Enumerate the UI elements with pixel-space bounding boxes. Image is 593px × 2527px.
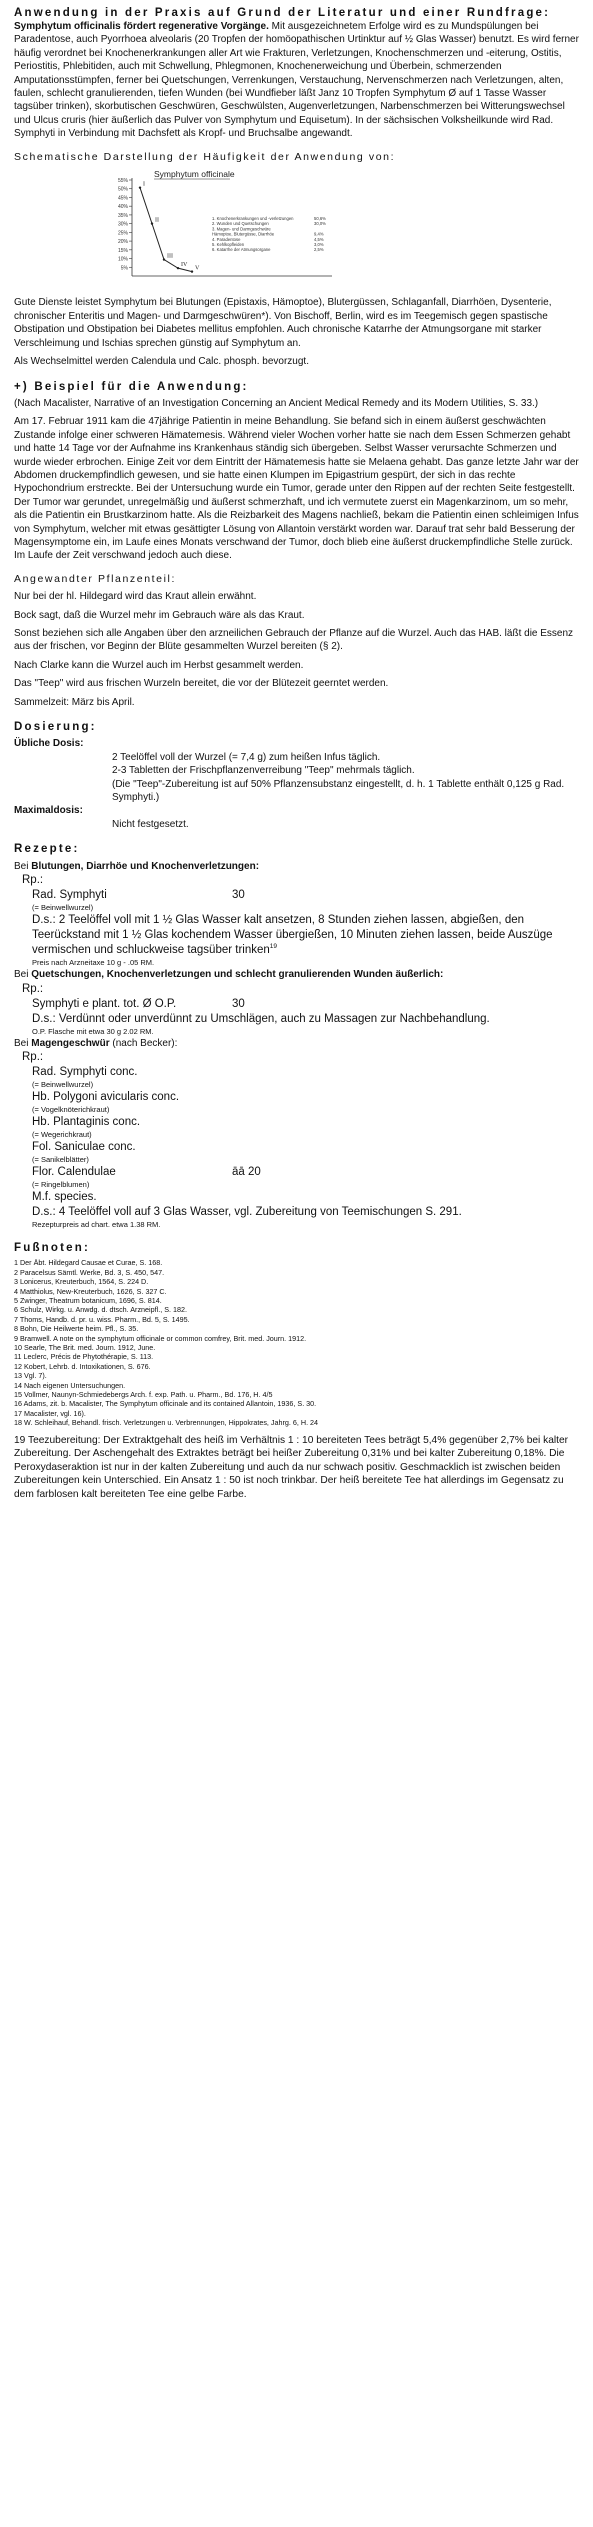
legend-item: 4. Paradentose: [212, 236, 241, 242]
pflanzenteil-line-4: Nach Clarke kann die Wurzel auch im Herbst gesammelt werden.: [14, 659, 304, 671]
legend-value: 30,0%: [314, 221, 326, 227]
rezept-3-item-5-sub: (= Ringelblumen): [32, 1179, 90, 1189]
pflanzenteil-line-5: Das "Teep" wird aus frischen Wurzeln bereitet, die vor der Blütezeit geerntet werden.: [14, 678, 389, 690]
footnote-item: 14 Nach eigenen Untersuchungen.: [14, 1380, 126, 1390]
footnote-item: 10 Searle, The Brit. med. Journ. 1912, June.: [14, 1342, 156, 1352]
y-tick-label: 30%: [117, 221, 128, 228]
footnote-item: 12 Kobert, Lehrb. d. Intoxikationen, S. 676.: [14, 1361, 151, 1371]
y-tick-label: 35%: [117, 212, 128, 219]
wechselmittel-paragraph: Als Wechselmittel werden Calendula und Calc. phosph. bevorzugt.: [14, 356, 309, 368]
footnotes-list: [14, 1258, 581, 1427]
footnote-item: 11 Leclerc, Précis de Phytothérapie, S. 113.: [14, 1352, 154, 1362]
rezept-2: [14, 968, 581, 1036]
data-point-label: V: [195, 265, 200, 272]
rezept-1-drug: Rad. Symphyti: [32, 889, 107, 902]
dosis-line-1: 2 Teelöffel voll der Wurzel (= 7,4 g) zum heißen Infus täglich.: [112, 751, 381, 763]
data-point: [163, 258, 165, 260]
rezept-3-ds: D.s.: 4 Teelöffel voll auf 3 Glas Wasser, vgl. Zubereitung von Teemischungen S. 291.: [32, 1205, 462, 1218]
beispiel-source: (Nach Macalister, Narrative of an Investigation Concerning an Ancient Medical Remedy and its Modern Utilities, S. 33.): [14, 397, 539, 409]
rezept-3-item-2: Hb. Polygoni avicularis conc.: [32, 1090, 180, 1103]
maximaldosis-value: Nicht festgesetzt.: [112, 818, 189, 830]
pflanzenteil-line-3: Sonst beziehen sich alle Angaben über den arzneilichen Gebrauch der Pflanze auf die Wurzel. Auch das HAB. läßt die Essenz aus der frischen, vor Beginn der Blüte gesammelten Wurzel bereiten (§ 2).: [14, 628, 574, 653]
rezept-2-price: O.P. Flasche mit etwa 30 g 2.02 RM.: [32, 1026, 154, 1036]
data-point-label: IV: [181, 262, 188, 269]
rezept-3-ms: M.f. species.: [32, 1190, 97, 1203]
dosis-line-2: 2-3 Tabletten der Frischpflanzenverreibung "Teep" mehrmals täglich.: [112, 765, 415, 777]
rezept-2-amount: 30: [232, 997, 245, 1010]
rezept-1-amount: 30: [232, 889, 245, 902]
footnote-19: 19 Teezubereitung: Der Extraktgehalt des heiß im Verhältnis 1 : 10 bereiteten Tees beträgt 5,4% gegenüber 2,7% bei kalter Zubereitung. Der Aschengehalt des Extraktes beträgt bei heißer Zubereitung 0,31% und bei kalter Zubereitung 0,18%. Die Peroxydaseraktion ist nur in der kalten Zubereitung und auch da nur schwach positiv. Geschmacklich ist zwischen beiden Zubereitungen kein Unterschied. Ein Ansatz 1 : 50 ist noch trinkbar. Der heiß bereitete Tee hat allerdings im Gegensatz zu dem farblosen kalt bereiteten Tee eine gelbe Farbe.: [14, 1434, 569, 1500]
rezept-3-item-1: Rad. Symphyti conc.: [32, 1065, 138, 1078]
rezept-1-ds: D.s.: 2 Teelöffel voll mit 1 ½ Glas Wasser kalt ansetzen, 8 Stunden ziehen lassen, abgießen, den Teerückstand mit 1 ½ Glas kochendem Wasser übergießen, 10 Minuten ziehen lassen, beide Auszüge vermischen und schluckweise tagsüber trinken$^{19}$: [32, 914, 553, 957]
footnote-item: 16 Adams, zit. b. Macalister, The Symphytum officinale and its contained Allantoin, 1936, S. 30.: [14, 1399, 317, 1409]
chart-title: Symphytum officinale: [154, 169, 235, 180]
fussnoten-heading: Fußnoten:: [14, 1241, 91, 1254]
frequency-chart: [102, 168, 581, 290]
intro-paragraph: [14, 20, 581, 141]
legend-item: 5. Kehlkopfleiden: [212, 242, 245, 248]
rezept-1-drug-sub: (= Beinwellwurzel): [32, 903, 94, 913]
rezept-3-item-2-sub: (= Vogelknöterichkraut): [32, 1104, 110, 1114]
rezept-3-item-1-sub: (= Beinwellwurzel): [32, 1079, 94, 1089]
y-tick-label: 20%: [117, 239, 128, 246]
footnote-item: 18 W. Schleihauf, Behandl. frisch. Verletzungen u. Verbrennungen, Hippokrates, Jahrg. 6, H. 24: [14, 1418, 319, 1428]
rezept-1-intro: Bei Blutungen, Diarrhöe und Knochenverletzungen:: [14, 860, 260, 872]
rezept-2-intro: Bei Quetschungen, Knochenverletzungen und schlecht granulierenden Wunden äußerlich:: [14, 969, 444, 981]
footnote-item: 1 Der Äbt. Hildegard Causae et Curae, S. 168.: [14, 1258, 163, 1268]
rezept-1-price: Preis nach Arzneitaxe 10 g - .05 RM.: [32, 958, 155, 968]
document-title: Anwendung in der Praxis auf Grund der Literatur und einer Rundfrage:: [14, 7, 551, 19]
rezept-3-price: Rezepturpreis ad chart. etwa 1.38 RM.: [32, 1219, 161, 1229]
rezept-3-amount: āā 20: [232, 1165, 261, 1178]
data-point-label: II: [155, 217, 159, 224]
y-tick-label: 15%: [117, 247, 128, 254]
footnote-item: 9 Bramwell. A note on the symphytum officinale or common comfrey, Brit. med. Journ. 1912.: [14, 1333, 307, 1343]
footnote-item: 4 Matthiolus, New-Kreuterbuch, 1626, S. 327 C.: [14, 1286, 167, 1296]
pflanzenteil-line-2: Bock sagt, daß die Wurzel mehr im Gebrauch wäre als das Kraut.: [14, 609, 305, 621]
footnote-item: 3 Lonicerus, Kreuterbuch, 1564, S. 224 D.: [14, 1277, 149, 1287]
after-chart-paragraph: Gute Dienste leistet Symphytum bei Blutungen (Epistaxis, Hämoptoe), Blutergüssen, Schlaganfall, Diarrhöen, Dysenterie, chronischer Enteritis und Magen- und Darmgeschwüren*). Von Bischoff, Berlin, wird es im Teegemisch gegen spastische Obstipation und Obstipation bei Diabetes mellitus empfohlen. Auch chronische Katarrhe der Atmungsorgane mit starker Verschleimung und Ischias sprechen günstig auf Symphytum an.: [14, 297, 552, 349]
legend-item: 3. Magen- und Darmgeschwüre: [212, 226, 271, 232]
data-point: [177, 267, 179, 269]
data-point: [139, 187, 141, 189]
dosis-line-3: (Die "Teep"-Zubereitung ist auf 50% Pflanzensubstanz eingestellt, d. h. 1 Tablette enthält 0,125 g Rad. Symphyti.): [112, 778, 565, 804]
y-tick-label: 10%: [117, 256, 128, 263]
rezept-3-rp: Rp.:: [22, 1050, 44, 1063]
beispiel-text: Am 17. Februar 1911 kam die 47jährige Patientin in meine Behandlung. Sie befand sich in einem äußerst geschwächten Zustande infolge einer schweren Hämatemesis. Während vieler Wochen vorher hatte sie nach dem Essen Schmerzen gehabt und hatte 14 Tage vor der Aufnahme ins Krankenhaus ständig sich übergeben. Selbst Wasser verursachte Schmerzen und wurde wieder erbrochen. Einige Zeit vor dem Eintritt der Hämatemesis hatte sie Melaena gehabt. Das ganze letzte Jahr war der Abdomen druckempfindlich gewesen, und sie hatte einen Klumpen im Epigastrium gespürt, der sich in das rechte Hypochondrium erstreckte. Bei der Untersuchung wurde ein Tumor, gerade unter den Rippen auf der rechten Seite festgestellt. Der Tumor war gerundet, unregelmäßig und äußerst schmerzhaft, und ich vermutete zuerst ein Magenkarzinom, um so mehr, als die Patientin ein Brustkarzinom hatte. Als die Reizbarkeit des Magens nachließ, bekam die Patientin einen schleimigen Infus von Symphytum, welcher mit etwas gesättigter Lösung von Allantoin verstärkt worden war. Darauf trat sehr bald Besserung der Magensymptome ein, im Laufe eines Monats verschwand der Tumor, doch blieb eine äußerst druckempfindliche Stelle zurück. Im Laufe der Zeit verschwand jedoch auch diese.: [14, 416, 579, 562]
y-tick-label: 25%: [117, 230, 128, 237]
rezept-3-item-4-sub: (= Sanikelblätter): [32, 1154, 89, 1164]
pflanzenteil-heading: Angewandter Pflanzenteil:: [14, 572, 176, 585]
footnote-item: 13 Vgl. 7).: [14, 1371, 47, 1381]
data-point-label: I: [143, 181, 145, 188]
y-tick-label: 55%: [117, 178, 128, 185]
rezepte-heading: Rezepte:: [14, 843, 80, 856]
rezept-1-rp: Rp.:: [22, 874, 44, 887]
legend-value: 9,4%: [314, 231, 324, 237]
legend-item: 1. Knochenerkrankungen und -verletzungen: [212, 216, 294, 222]
legend-value: 4,5%: [314, 236, 324, 242]
footnote-item: 17 Macalister, vgl. 16).: [14, 1408, 86, 1418]
rezept-2-ds: D.s.: Verdünnt oder unverdünnt zu Umschlägen, auch zu Massagen zur Nachbehandlung.: [32, 1012, 490, 1025]
rezept-3-item-4: Fol. Saniculae conc.: [32, 1140, 136, 1153]
rezept-2-drug-line: [32, 997, 581, 1012]
footnote-item: 6 Schulz, Wirkg. u. Anwdg. d. dtsch. Arzneipfl., S. 182.: [14, 1305, 187, 1315]
rezept-3-item-5: Flor. Calendulae āā 20: [32, 1165, 581, 1180]
footnote-item: 8 Bohn, Die Heilwerte heim. Pfl., S. 35.: [14, 1324, 139, 1334]
rezept-2-drug: Symphyti e plant. tot. Ø O.P.: [32, 997, 177, 1010]
rezept-3-item-3-sub: (= Wegerichkraut): [32, 1129, 92, 1139]
rezept-2-rp: Rp.:: [22, 982, 44, 995]
legend-item: 6. Katarrhe der Atmungsorgane: [212, 247, 271, 253]
intro-lead: Symphytum officinalis fördert regenerative Vorgänge.: [14, 21, 269, 32]
pflanzenteil-line-6: Sammelzeit: März bis April.: [14, 696, 135, 708]
y-tick-label: 50%: [117, 186, 128, 193]
schema-heading: Schematische Darstellung der Häufigkeit der Anwendung von:: [14, 150, 396, 163]
rezept-3: [14, 1037, 581, 1230]
y-tick-label: 5%: [120, 265, 128, 272]
ubliche-dosis-label: Übliche Dosis:: [14, 738, 84, 750]
dosierung-heading: Dosierung:: [14, 721, 97, 734]
legend-value: 50,6%: [314, 216, 326, 222]
intro-text: Mit ausgezeichnetem Erfolge wird es zu Mundspülungen bei Paradentose, auch Pyorrhoea alveolaris (20 Tropfen der homöopathischen Urtinktur auf ½ Glas Wasser) benutzt. Es wird ferner häufig verordnet bei Knochenerkrankungen aller Art wie Frakturen, Verletzungen, Knochenschmerzen und -eiterung, Ostitis, Periostitis, Phlebitiden, auch mit Schwellung, Phlegmonen, Knochenerweichung und Überbein, schmerzenden Amputationsstümpfen, ferner bei Quetschungen, Verrenkungen, Verstauchung, Nervenschmerzen nach Verletzungen, alten, faulen, schlecht granulierenden, tiefen Wunden (bei Wundfieber läßt Janz 10 Tropfen Symphytum Ø auf 1 Tasse Wasser tagsüber trinken), skorbutischen Geschwüren, Geschwülsten, Augenverletzungen, Narbenschmerzen bei Witterungswechsel und Ulcus cruris (hier äußerlich das Pulver von Symphytum und Equisetum). In der sächsischen Volksheilkunde wird Rad. Symphyti in Verbindung mit Dachsfett als Kropf- und Bruchsalbe angewandt.: [14, 21, 579, 140]
y-tick-label: 40%: [117, 204, 128, 211]
legend-item: Hämoptoe, Blutergüsse, Diarrhöe: [212, 231, 275, 237]
footnote-item: 15 Vollmer, Naunyn-Schmiedebergs Arch. f. exp. Path. u. Pharm., Bd. 176, H. 4/5: [14, 1390, 273, 1399]
maximaldosis-label: Maximaldosis:: [14, 805, 83, 817]
y-tick-label: 45%: [117, 195, 128, 202]
data-point-label: III: [167, 253, 173, 260]
rezept-1: [14, 860, 581, 968]
rezept-3-intro: Bei Magengeschwür (nach Becker):: [14, 1037, 178, 1049]
frequency-chart-svg: [102, 168, 342, 286]
rezept-3-item-3: Hb. Plantaginis conc.: [32, 1115, 141, 1128]
footnote-item: 7 Thoms, Handb. d. pr. u. wiss. Pharm., Bd. 5, S. 1495.: [14, 1314, 190, 1324]
dosierung-table: [14, 737, 581, 831]
footnote-item: 5 Zwinger, Theatrum botanicum, 1696, S. 814.: [14, 1295, 162, 1305]
data-point: [191, 270, 193, 272]
legend-item: 2. Wunden und Quetschungen: [212, 221, 269, 227]
pflanzenteil-line-1: Nur bei der hl. Hildegard wird das Kraut allein erwähnt.: [14, 591, 257, 603]
beispiel-heading: +) Beispiel für die Anwendung:: [14, 380, 249, 393]
footnote-item: 2 Paracelsus Sämtl. Werke, Bd. 3, S. 450, 547.: [14, 1267, 165, 1277]
rezept-1-drug-line: [32, 888, 581, 903]
data-point: [151, 222, 153, 224]
legend-value: 3,0%: [314, 242, 324, 248]
legend-value: 2,5%: [314, 247, 324, 253]
series-line: [140, 188, 192, 272]
ubliche-dosis-values: [112, 751, 581, 805]
